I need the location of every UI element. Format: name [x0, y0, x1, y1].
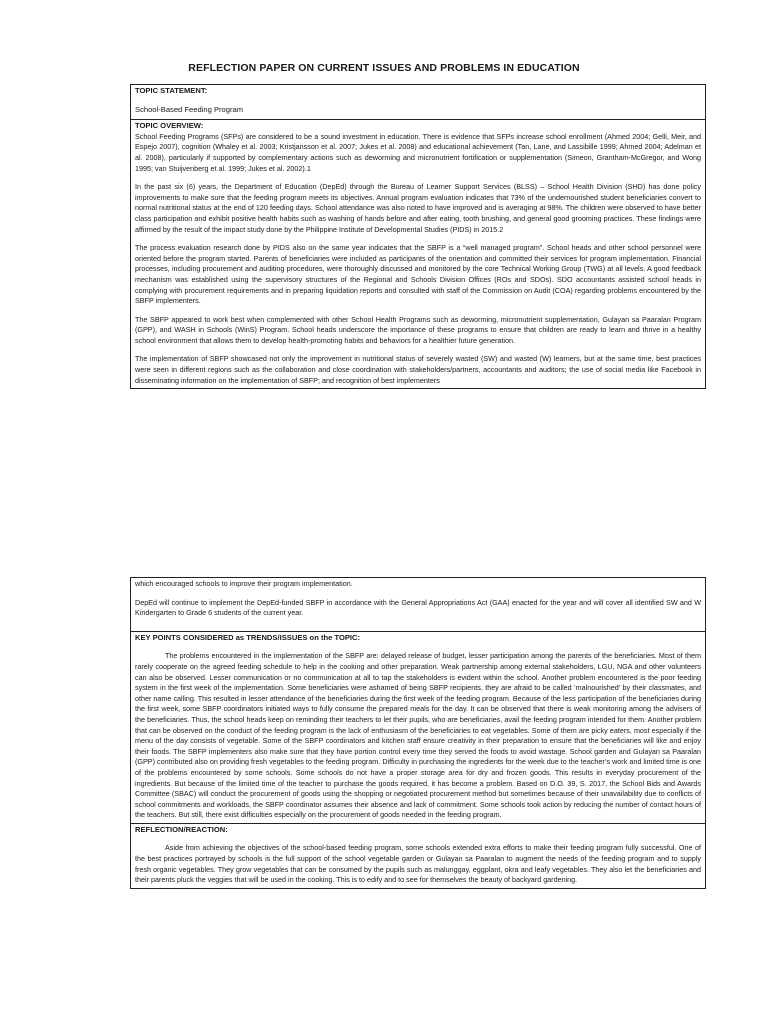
reflection-row — [131, 824, 705, 888]
overview-paragraph: The SBFP appeared to work best when complemented with other School Health Programs such as deworming, micronutrient supplementation, Gulayan sa Paaralan Program (GPP), and WASH in Schools (WinS) Program. School heads underscore the importance of these programs to ensure that children are ready to learn and thrive in a healthy school environment that allows them to develop health-promoting habits and behaviors for a healthier future generation. — [135, 314, 701, 345]
continuation-paragraph: DepEd will continue to implement the DepEd-funded SBFP in accordance with the General Appropriations Act (GAA) enacted for the year and will cover all identified SW and W Kindergarten to Grade 6 students of the current year. — [135, 597, 701, 618]
key-points-paragraph: The problems encountered in the implementation of the SBFP are: delayed release of budget, lesser participation among the parents of the beneficiaries. Most of them rarely cooperate on the agreed feeding schedule to help in the cooking and other preparation. Weak partnership among external stakeholders, LGU, NGA and other volunteers can also be observed. Lesser communication or no communication at all to tap the stakeholders is evident within the school. Another problem encountered is the poor feeding system in the first week of the implementation. Some beneficiaries were ashamed of being SBFP recipients, they are afraid to be called ‘malnourished’ by their classmates, and other name calling. This resulted in lesser attendance of the beneficiaries during the first week of the feeding program. Because of the less participation of the beneficiaries during the first week, some SBFP coordinators initiated ways to fully consume the prepared meals for the day. It can be observed that there is weak monitoring among the advisers of the beneficiaries. Thus, the school heads keep on reminding their teachers to let their pupils, who are beneficiaries, avail the feeding program intended for them. Another problem that can be observed on the conduct of the feeding program is the lack of enthusiasm of the beneficiaries to eat vegetables. Some of them are picky eaters, most especially if the menu of the day consists of vegetable. Some of the SBFP coordinators and kitchen staff ensure creativity in their preparation to ensure that the beneficiaries will like and enjoy their foods. The SBFP implementers also make sure that they have portion control every time they served the foods to avoid wastage. School garden and Gulayan sa Paaralan (GPP) contributed also on providing fresh vegetables to the feeding program. Difficulty in purchasing the ingredients for the week due to the teacher’s work and limited time is one of the problems encountered by some schools. Some schools do not have a proper storage area for dry and frozen goods. This results in everyday procurement of the ingredients. But because of the limited time of the teacher to purchase the goods required, it has become a problem. Based on D.O. 39, S. 2017, the School Bids and Awards Committee (SBAC) will conduct the procurement of goods using the shopping or negotiated procurement method but sometimes because of their unavailability due to conflicts of school commitments and workloads, the SBFP coordinator assumes their absence and lack of commitment. Some schools took action by reducing the number of contact hours of the teachers. But still, there exist difficulties especially on the procurement of goods needed in the feeding program. — [135, 651, 701, 820]
topic-box-page-2 — [130, 577, 706, 889]
continuation-paragraph: which encouraged schools to improve their program implementation. — [135, 579, 353, 588]
overview-paragraph: School Feeding Programs (SFPs) are considered to be a sound investment in education. There is evidence that SFPs increase school enrollment (Ahmed 2004; Gelli, Meir, and Espejo 2007), cognition (Whaley et al. 2003; Kristjansson et al. 2007; Jukes et al. 2008) and educational achievement (Tan, Lane, and Lassibille 1999; Ahmed 2004; Adelman et al. 2008), particularly if supported by complementary actions such as deworming and micronutrient fortification or supplementation (Simeon, Grantham-McGregor, and Wong 1995; van Stuijvenberg et al. 1999; Jukes et al. 2002).1 — [135, 131, 701, 173]
key-points-row — [131, 632, 705, 824]
topic-overview-label: TOPIC OVERVIEW: — [135, 121, 204, 131]
overview-paragraph: In the past six (6) years, the Department of Education (DepEd) through the Bureau of Learner Support Services (BLSS) – School Health Division (SHD) has done policy improvements to make sure that the feeding program meets its objectives. Annual program evaluation indicates that 73% of the undernourished student beneficiaries convert to normal nutritional status at the end of 120 feeding days. School attendance was also noted to have improved and is averaging at 98%. The children were observed to have better class participation and exhibit positive health habits such as washing of hands before and after eating, tooth brushing, and general good grooming practices. These findings were affirmed by the result of the impact study done by the Philippine Institute of Developmental Studies (PIDS) in 2015.2 — [135, 182, 701, 234]
topic-statement-value: School-Based Feeding Program — [135, 104, 244, 114]
overview-paragraph: The process evaluation research done by PIDS also on the same year indicates that the SBFP is a “well managed program”. School heads and other school personnel were oriented before the program started. Parents of beneficiaries were included as participants of the orientation and committed their services for program implementation. Financial processes, including procurement and auditing procedures, were thoroughly discussed and monitored by the core Technical Working Group (TWG) at all levels. A good feedback mechanism was established using the supervisory structures of the Regional and Schools Division Offices (ROs and SDOs). SDO accountants assisted school heads in complying with procurement requirements and in preparing liquidation reports and consulted with staff of the Commission on Audit (COA) regarding problems encountered by the SBFP implementers. — [135, 243, 701, 306]
key-points-label: KEY POINTS CONSIDERED as TRENDS/ISSUES on the TOPIC: — [135, 632, 361, 642]
overview-paragraph: The implementation of SBFP showcased not only the improvement in nutritional status of severely wasted (SW) and wasted (W) learners, but at the same time, best practices were seen in different regions such as the collaboration and close coordination with stakeholders/partners, accountants and auditors; the use of social media like Facebook in disseminating information on the implementation of SBFP; and recognition of best implementers — [135, 354, 701, 385]
reflection-label: REFLECTION/REACTION: — [135, 824, 228, 834]
topic-statement-row — [131, 85, 705, 120]
topic-statement-label: TOPIC STATEMENT: — [135, 86, 208, 95]
reflection-paragraph: Aside from achieving the objectives of the school-based feeding program, some schools extended extra efforts to make their feeding program fully successful. One of the best practices portrayed by schools is the full support of the school vegetable garden or Gulayan sa Paaralan to augment the needs of the feeding program and to supply fresh organic vegetables. They grow vegetables that can be consumed by the pupils such as malunggay, eggplant, okra and leafy vegetables. They also let the beneficiaries and their parents pluck the veggies that will be used in the cooking. This is to edify and to see for themselves the beauty of backyard gardening. — [135, 843, 701, 885]
topic-overview-row — [131, 120, 705, 388]
continuation-row — [131, 578, 705, 632]
document-title: REFLECTION PAPER ON CURRENT ISSUES AND PROBLEMS IN EDUCATION — [188, 62, 580, 74]
topic-box-page-1 — [130, 84, 706, 389]
